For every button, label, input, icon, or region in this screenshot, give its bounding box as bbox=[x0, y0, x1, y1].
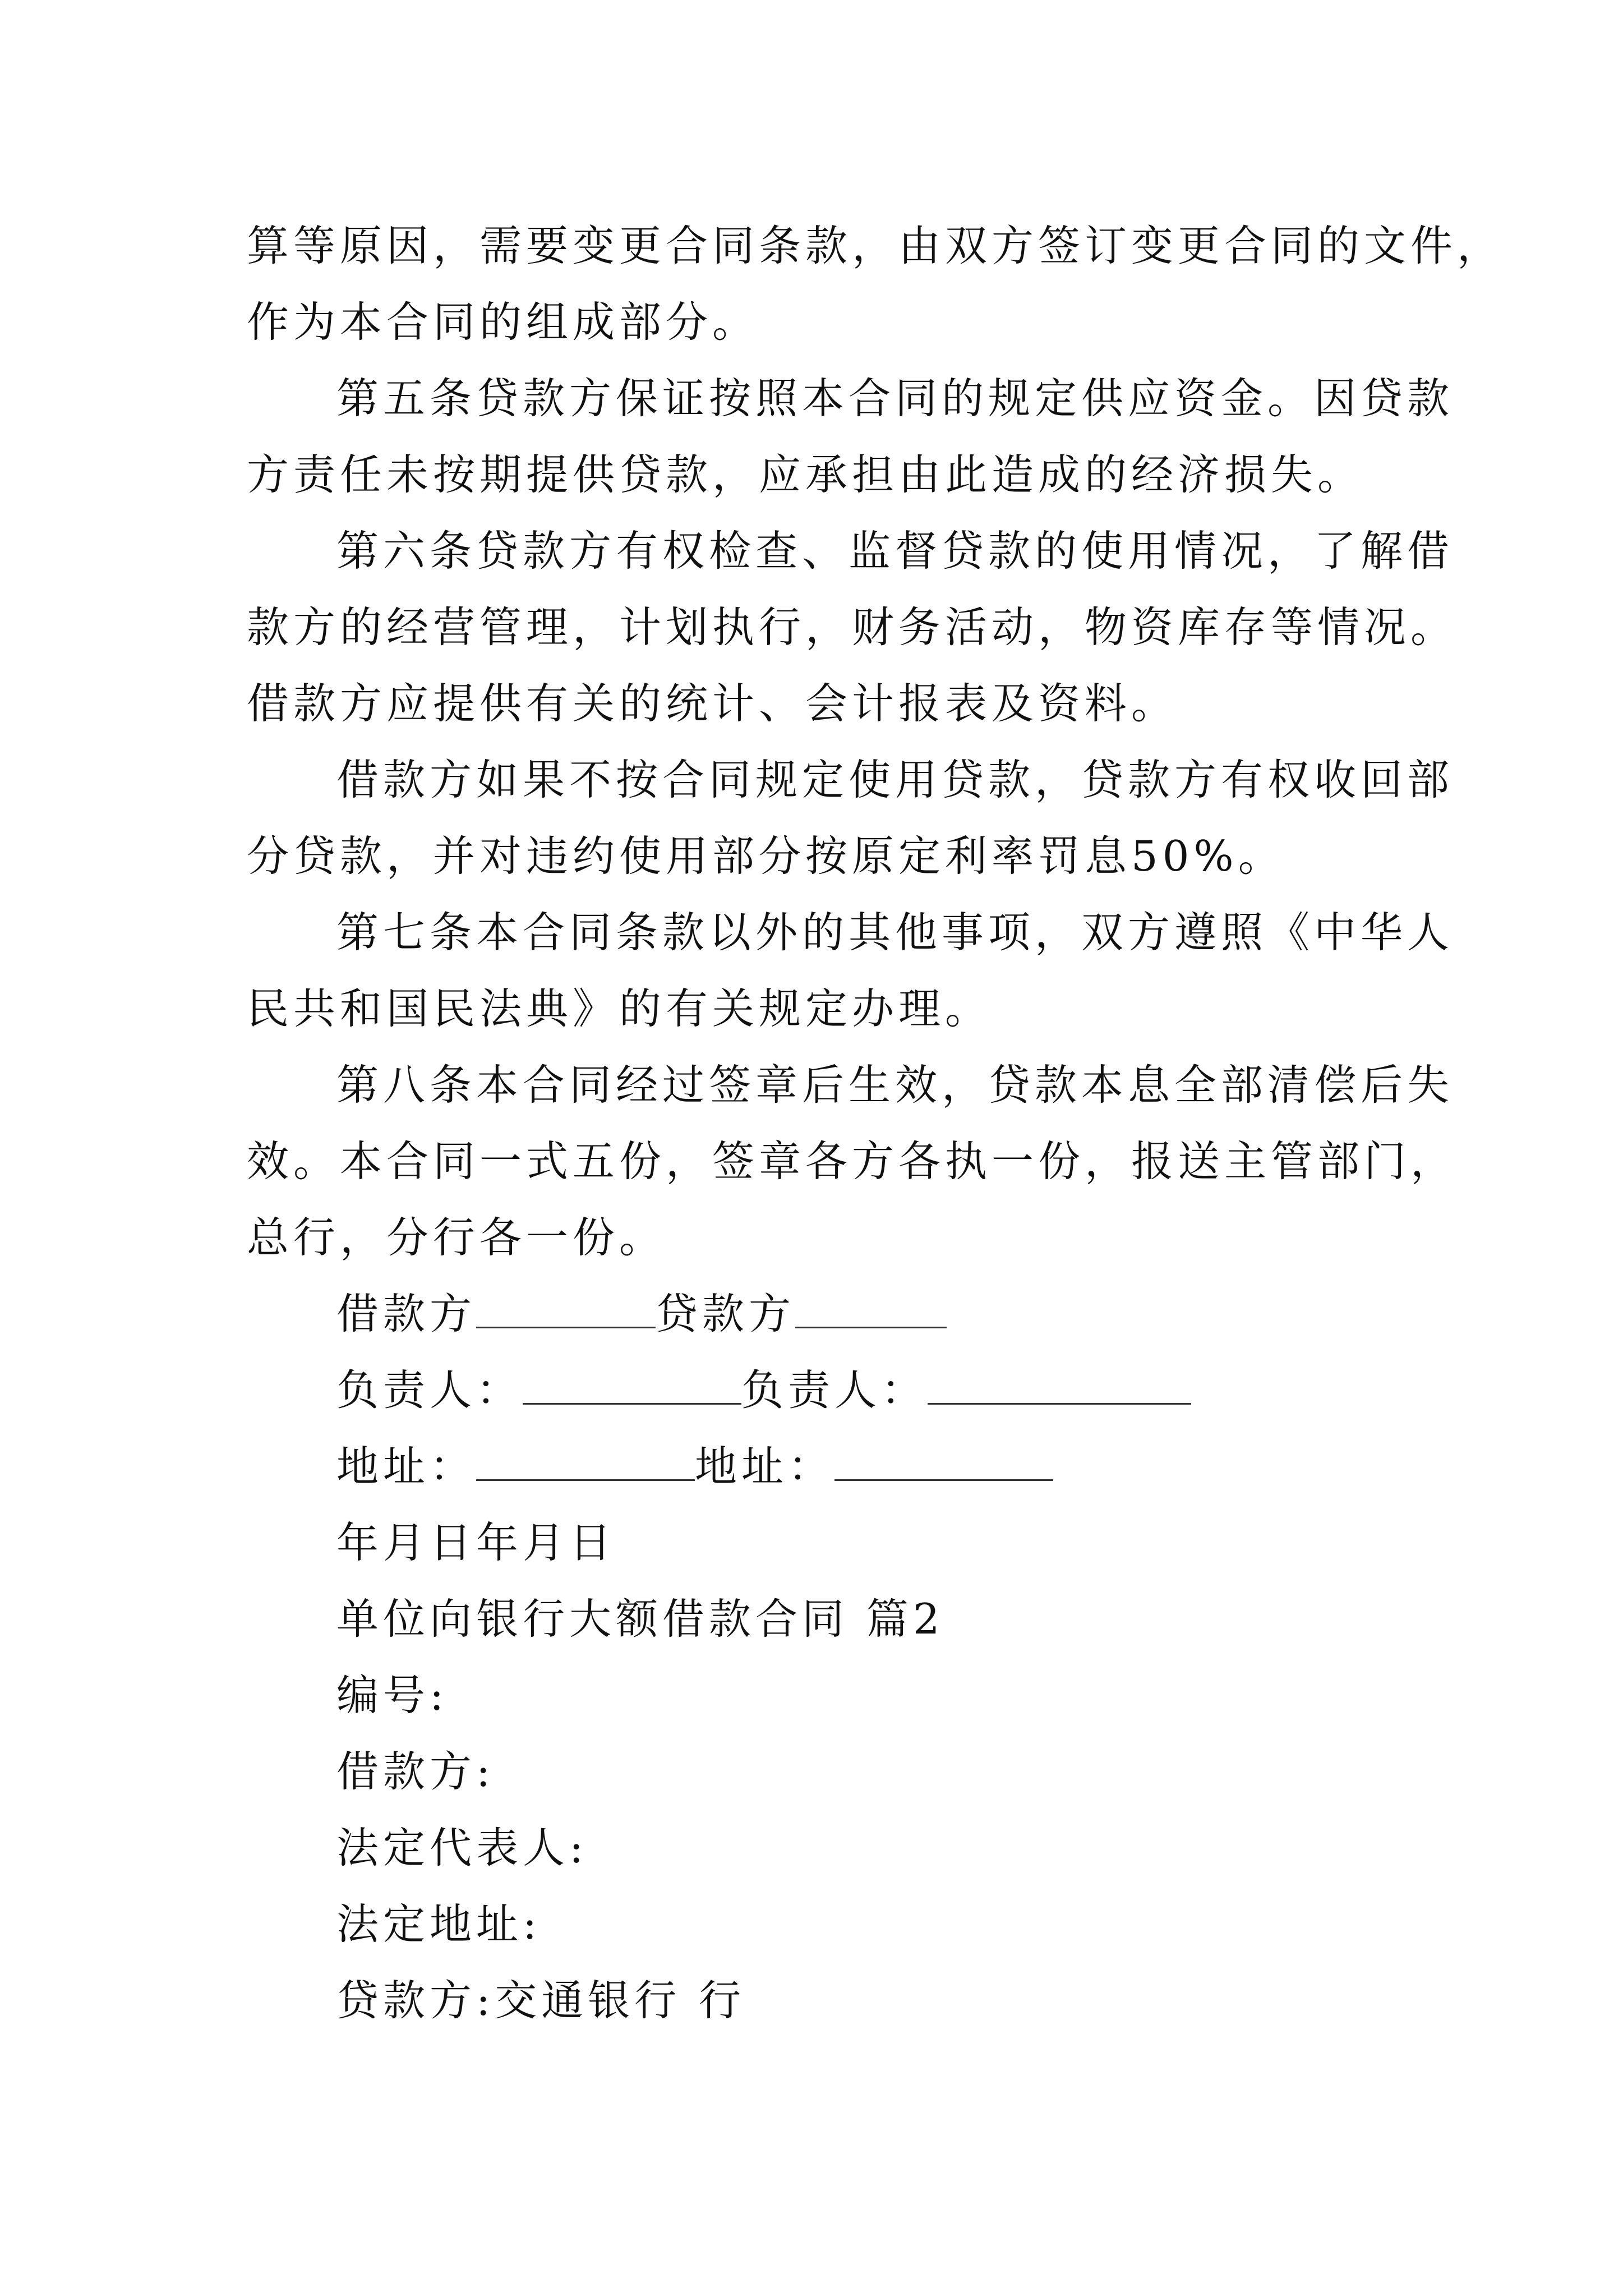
article-eight-line: 第八条本合同经过签章后生效，贷款本息全部清偿后失 bbox=[336, 1060, 1454, 1110]
lender-address-label: 地址： bbox=[695, 1442, 835, 1491]
borrower-blank bbox=[476, 1293, 656, 1328]
lender-label: 贷款方 bbox=[656, 1289, 796, 1338]
borrower-address-blank bbox=[476, 1446, 695, 1481]
penalty-clause-line: 借款方如果不按合同规定使用贷款，贷款方有权收回部 bbox=[336, 755, 1454, 804]
borrower-label: 借款方 bbox=[336, 1289, 477, 1338]
paragraph-line: 分贷款，并对违约使用部分按原定利率罚息50%。 bbox=[247, 831, 1285, 881]
lender-head-blank bbox=[928, 1369, 1191, 1405]
borrower-head-label: 负责人： bbox=[336, 1365, 523, 1415]
paragraph-line: 借款方应提供有关的统计、会计报表及资料。 bbox=[247, 679, 1178, 728]
contract-number-label: 编号: bbox=[336, 1671, 449, 1720]
legal-address-label: 法定地址: bbox=[336, 1899, 542, 1949]
borrower-address-label: 地址： bbox=[336, 1442, 477, 1491]
paragraph-line: 款方的经营管理，计划执行，财务活动，物资库存等情况。 bbox=[247, 602, 1458, 652]
signature-parties-line bbox=[247, 1276, 1391, 1352]
paragraph-line: 作为本合同的组成部分。 bbox=[247, 297, 759, 347]
lender-blank bbox=[795, 1293, 947, 1328]
borrower-head-blank bbox=[523, 1369, 741, 1405]
contract-text bbox=[247, 208, 1504, 2039]
legal-representative-label: 法定代表人: bbox=[336, 1823, 588, 1872]
lender-address-blank bbox=[834, 1446, 1053, 1481]
paragraph-line: 算等原因，需要变更合同条款，由双方签订变更合同的文件， bbox=[247, 221, 1504, 270]
article-seven-line: 第七条本合同条款以外的其他事项，双方遵照《中华人 bbox=[336, 908, 1454, 957]
date-line: 年月日年月日 bbox=[336, 1518, 616, 1567]
paragraph-line: 民共和国民法典》的有关规定办理。 bbox=[247, 984, 992, 1033]
article-five-line: 第五条贷款方保证按照本合同的规定供应资金。因贷款 bbox=[336, 374, 1454, 423]
lender-field-label: 贷款方:交通银行 行 bbox=[336, 1976, 746, 2025]
signature-address-line bbox=[247, 1428, 1391, 1504]
paragraph-line: 效。本合同一式五份，签章各方各执一份，报送主管部门， bbox=[247, 1137, 1458, 1186]
article-six-line: 第六条贷款方有权检查、监督贷款的使用情况，了解借 bbox=[336, 526, 1454, 576]
section-title: 单位向银行大额借款合同 篇2 bbox=[336, 1594, 944, 1644]
paragraph-line: 方责任未按期提供贷款，应承担由此造成的经济损失。 bbox=[247, 450, 1364, 499]
signature-head-line bbox=[247, 1352, 1391, 1428]
paragraph-line: 总行，分行各一份。 bbox=[247, 1213, 666, 1262]
lender-head-label: 负责人： bbox=[741, 1365, 928, 1415]
borrower-field-label: 借款方: bbox=[336, 1747, 495, 1796]
